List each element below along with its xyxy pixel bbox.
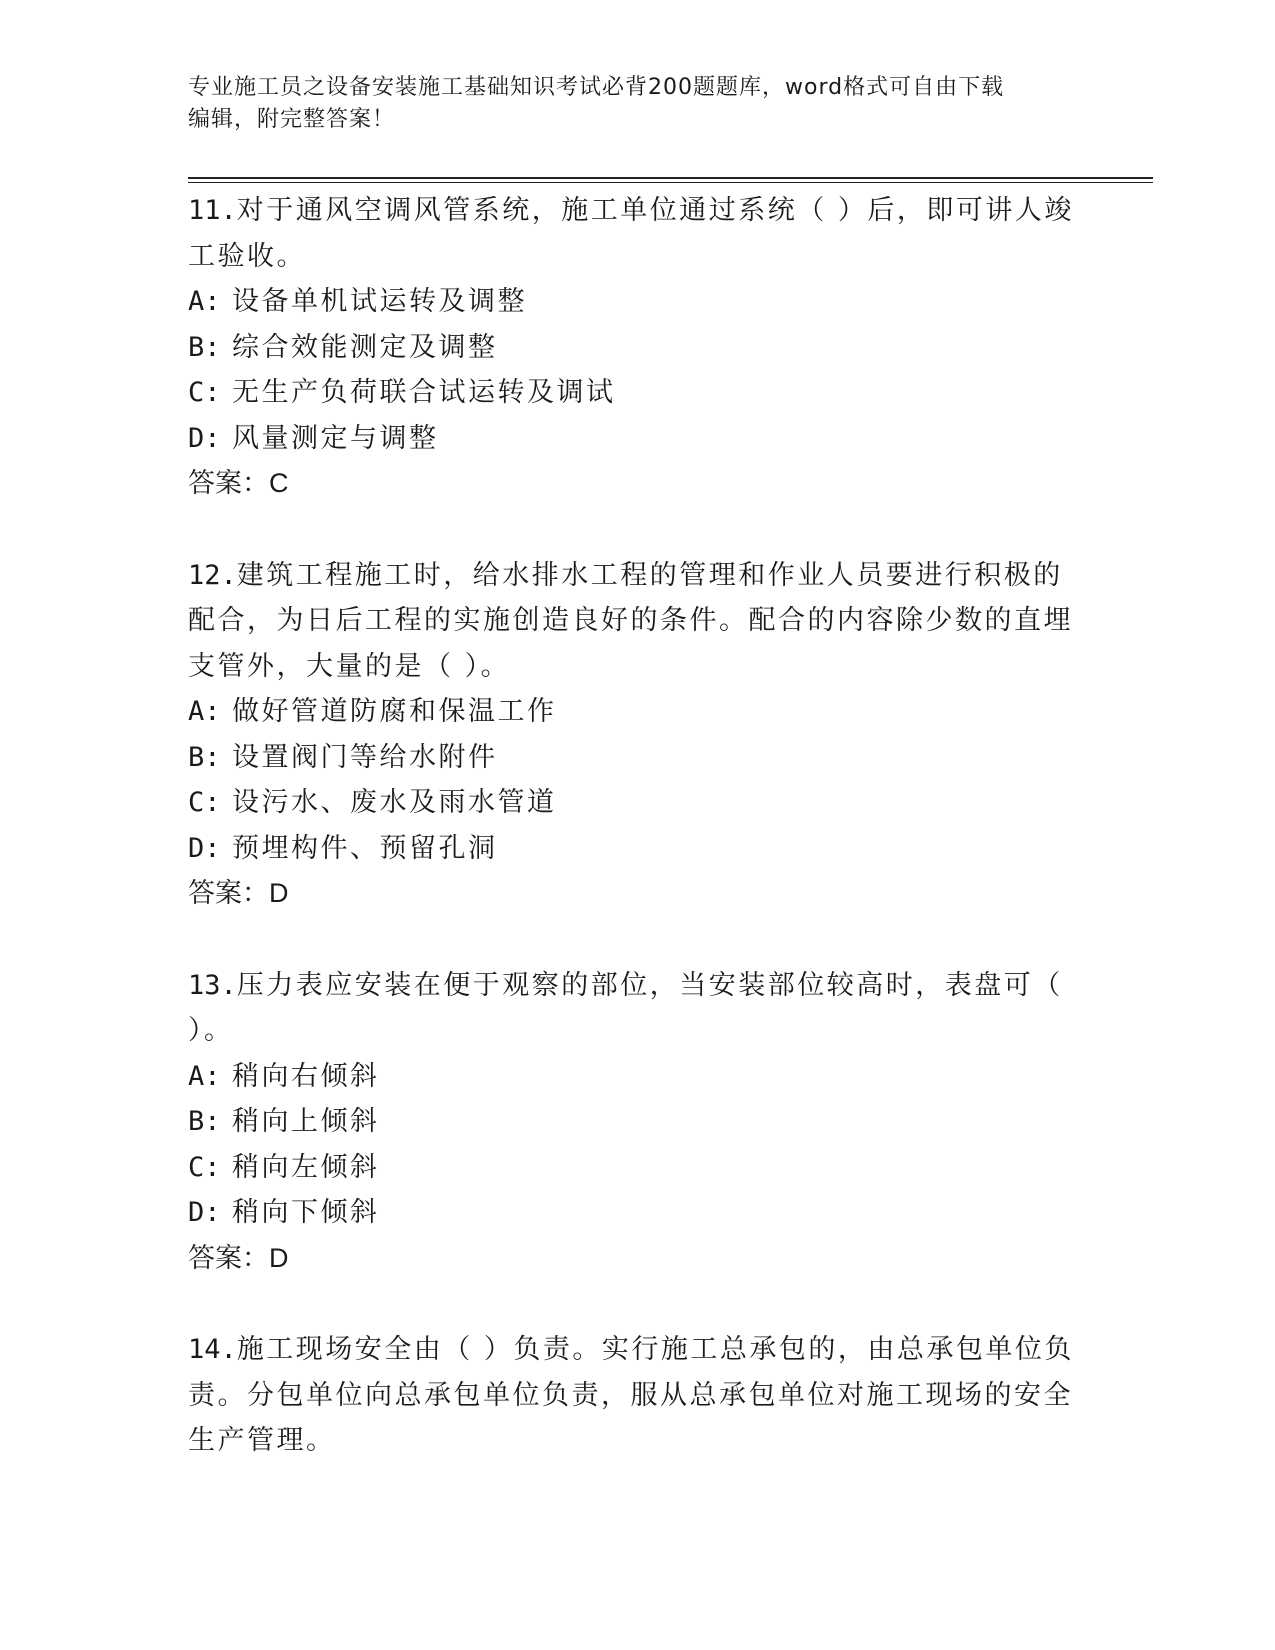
question-text bbox=[188, 963, 1088, 1054]
question-number: 11. bbox=[188, 195, 237, 226]
option-d bbox=[188, 416, 1088, 462]
option-key: A: bbox=[188, 286, 221, 317]
option-key: A: bbox=[188, 696, 221, 727]
option-key: A: bbox=[188, 1060, 221, 1092]
question-body: 建筑工程施工时，给水排水工程的管理和作业人员要进行积极的配合，为日后工程的实施创造良好的条件。配合的内容除少数的直埋支管外，大量的是（ ）。 bbox=[188, 559, 1073, 682]
question-11 bbox=[188, 188, 1088, 507]
question-number: 14. bbox=[188, 1334, 237, 1365]
answer: 答案：D bbox=[188, 1242, 289, 1273]
option-key: C: bbox=[188, 1151, 221, 1183]
question-number: 13. bbox=[188, 969, 237, 1001]
question-14 bbox=[188, 1327, 1088, 1464]
option-text: 稍向下倾斜 bbox=[232, 1197, 380, 1228]
option-key: C: bbox=[188, 377, 221, 408]
option-key: B: bbox=[188, 741, 221, 773]
option-a bbox=[188, 279, 1088, 325]
option-b bbox=[188, 1099, 1088, 1145]
answer: 答案：C bbox=[188, 468, 289, 498]
question-12 bbox=[188, 553, 1088, 917]
option-text: 稍向右倾斜 bbox=[232, 1060, 380, 1092]
option-text: 做好管道防腐和保温工作 bbox=[232, 696, 557, 727]
option-text: 稍向上倾斜 bbox=[232, 1106, 380, 1137]
question-body: 施工现场安全由（ ）负责。实行施工总承包的，由总承包单位负责。分包单位向总承包单位负责，服从总承包单位对施工现场的安全生产管理。 bbox=[188, 1334, 1074, 1456]
question-number: 12. bbox=[188, 559, 237, 591]
option-key: D: bbox=[188, 1197, 221, 1228]
option-b bbox=[188, 735, 1088, 781]
question-13 bbox=[188, 963, 1088, 1282]
option-c bbox=[188, 780, 1088, 826]
option-key: C: bbox=[188, 787, 221, 818]
question-text bbox=[188, 1327, 1088, 1464]
document-header bbox=[188, 72, 1088, 136]
header-divider-thick bbox=[188, 177, 1153, 179]
option-text: 设污水、废水及雨水管道 bbox=[232, 787, 557, 818]
option-key: B: bbox=[188, 1106, 221, 1137]
option-a bbox=[188, 689, 1088, 735]
question-body: 压力表应安装在便于观察的部位，当安装部位较高时，表盘可（ ）。 bbox=[188, 969, 1063, 1046]
option-text: 稍向左倾斜 bbox=[232, 1151, 380, 1183]
option-d bbox=[188, 826, 1088, 872]
option-c bbox=[188, 1145, 1088, 1191]
option-key: D: bbox=[188, 832, 221, 864]
question-body: 对于通风空调风管系统，施工单位通过系统（ ）后，即可讲人竣工验收。 bbox=[188, 195, 1074, 272]
option-text: 风量测定与调整 bbox=[232, 422, 439, 454]
answer: 答案：D bbox=[188, 878, 289, 908]
option-text: 无生产负荷联合试运转及调试 bbox=[232, 377, 616, 408]
option-key: D: bbox=[188, 422, 221, 454]
option-c bbox=[188, 370, 1088, 416]
header-line-1: 专业施工员之设备安装施工基础知识考试必背200题题库，word格式可自由下载 bbox=[188, 75, 1005, 100]
header-divider-thin bbox=[188, 182, 1153, 183]
option-b bbox=[188, 325, 1088, 371]
option-key: B: bbox=[188, 331, 221, 363]
header-line-2: 编辑，附完整答案！ bbox=[188, 107, 396, 132]
option-text: 综合效能测定及调整 bbox=[232, 331, 498, 363]
option-text: 预埋构件、预留孔洞 bbox=[232, 832, 498, 864]
question-text bbox=[188, 188, 1088, 279]
question-list bbox=[188, 188, 1088, 1510]
option-text: 设备单机试运转及调整 bbox=[232, 286, 527, 317]
question-text bbox=[188, 553, 1088, 690]
option-d bbox=[188, 1190, 1088, 1236]
option-a bbox=[188, 1054, 1088, 1100]
option-text: 设置阀门等给水附件 bbox=[232, 741, 498, 773]
